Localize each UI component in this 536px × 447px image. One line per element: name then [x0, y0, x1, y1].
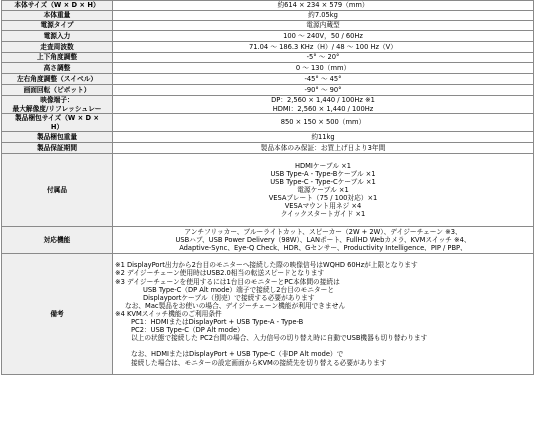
spec-label: [2, 74, 113, 85]
spec-value-line: -45° ～ 45°: [304, 74, 342, 83]
spec-value-line: 電源ケーブル ×1: [297, 185, 349, 194]
spec-value-line: 製品本体のみ保証：お買上げ日より3年間: [260, 143, 386, 152]
spec-value: [113, 63, 534, 74]
spec-value-line: クイックスタートガイド ×1: [280, 210, 366, 219]
spec-value-line: 850 × 150 × 500（mm）: [280, 118, 366, 127]
spec-value: [113, 143, 534, 154]
spec-label: [2, 114, 113, 132]
spec-row: [2, 85, 534, 96]
spec-label: [2, 96, 113, 114]
spec-value-line: HDMI：2,560 × 1,440 / 100Hz: [272, 104, 374, 113]
spec-value-line: -5° ～ 20°: [306, 53, 340, 62]
spec-value-line: 100 ～ 240V，50 / 60Hz: [283, 31, 363, 40]
spec-value: [113, 31, 534, 42]
spec-label-line: 本体サイズ（W × D × H）: [14, 1, 100, 10]
spec-value-line: -90° ～ 90°: [304, 85, 342, 94]
spec-label-line: 製品梱包重量: [36, 132, 78, 141]
spec-value: [113, 227, 534, 254]
notes-content: [113, 254, 534, 375]
spec-label-line: 電源入力: [43, 31, 71, 40]
spec-value: [113, 11, 534, 21]
spec-row: [2, 1, 534, 11]
spec-label: [2, 21, 113, 31]
spec-label: [2, 154, 113, 227]
spec-label: [2, 53, 113, 63]
spec-table: [1, 0, 534, 375]
spec-value-line: 0 ～ 130（mm）: [295, 63, 351, 72]
spec-value: [113, 1, 534, 11]
spec-row: [2, 53, 534, 63]
spec-value: [113, 114, 534, 132]
spec-label: [2, 31, 113, 42]
spec-value-line: 71.04 ～ 186.3 KHz（H）/ 48 ～ 100 Hz（V）: [249, 42, 397, 51]
spec-label: [2, 132, 113, 143]
spec-label: [2, 143, 113, 154]
spec-label: [2, 42, 113, 53]
spec-value: [113, 154, 534, 227]
spec-label: [2, 63, 113, 74]
spec-value: [113, 42, 534, 53]
spec-value-line: 約614 × 234 × 579（mm）: [277, 1, 369, 10]
spec-label-line: 最大解像度/リフレッシュレー: [12, 104, 102, 113]
spec-value: [113, 53, 534, 63]
spec-row: [2, 42, 534, 53]
note-line: なお、Mac製品をお使いの場合、デイジーチェーン機能が利用できません: [125, 301, 346, 310]
spec-row: [2, 31, 534, 42]
spec-row: [2, 11, 534, 21]
spec-value: [113, 74, 534, 85]
spec-label-line: 高さ調整: [43, 63, 71, 72]
spec-table-body: [2, 1, 534, 375]
spec-label-line: 製品保証期間: [36, 143, 78, 152]
spec-row: [2, 154, 534, 227]
note-line: ※1 DisplayPort出力から2台目のモニターへ接続した際の映像信号はWQHD 60Hzが上限となります: [115, 261, 418, 270]
note-line: USB Type-C（DP Alt mode）端子で接続し2台目のモニターと: [143, 285, 335, 294]
notes-label: 備考: [2, 254, 113, 375]
spec-row: [2, 21, 534, 31]
spec-value-line: DP：2,560 × 1,440 / 100Hz ※1: [271, 96, 375, 105]
spec-row: [2, 74, 534, 85]
note-line: ※2 デイジーチェーン使用時はUSB2.0相当の転送スピードとなります: [115, 269, 325, 278]
spec-value-line: VESAマウント用ネジ ×4: [284, 202, 362, 211]
spec-row: [2, 63, 534, 74]
spec-label: [2, 227, 113, 254]
spec-value: [113, 132, 534, 143]
spec-label: [2, 11, 113, 21]
spec-value-line: HDMIケーブル ×1: [294, 161, 352, 170]
spec-label-line: 上下角度調整: [36, 53, 78, 62]
spec-value: [113, 21, 534, 31]
spec-value-line: 約11kg: [311, 132, 335, 141]
note-line: なお、HDMIまたはDisplayPort + USB Type-C（非DP Alt mode）で: [131, 350, 344, 359]
spec-row: [2, 96, 534, 114]
notes-row: [2, 254, 534, 375]
spec-row: [2, 132, 534, 143]
spec-label-line: 対応機能: [43, 235, 71, 244]
note-line: ※3 デイジーチェーンを使用するには1台目のモニターとPC本体間の接続は: [115, 277, 340, 286]
spec-label-line: 映像端子：: [40, 96, 74, 105]
spec-label-line: 製品梱包サイズ（W × D ×: [14, 114, 100, 123]
spec-value-line: 電源内蔵型: [306, 21, 340, 30]
note-line: Displayportケーブル（別売）で接続する必要があります: [143, 293, 315, 302]
note-line: ※4 KVMスイッチ機能のご利用条件: [115, 309, 222, 318]
spec-value-line: 約7.05kg: [308, 11, 338, 20]
spec-label: [2, 1, 113, 11]
note-line: PC2：USB Type-C（DP Alt mode）: [131, 326, 244, 335]
spec-label-line: 左右角度調整（スイベル）: [16, 74, 98, 83]
spec-value-line: USB Type-A - Type-Bケーブル ×1: [270, 169, 376, 178]
spec-value-line: USB Type-C - Type-Cケーブル ×1: [270, 177, 376, 186]
spec-label: [2, 85, 113, 96]
spec-value-line: VESAプレート（75 / 100対応）×1: [268, 194, 378, 203]
note-line: 以上の状態で接続した PC2台間の場合、入力信号の切り替え時に自動でUSB機器も切り替わります: [131, 334, 428, 343]
spec-row: [2, 143, 534, 154]
spec-value: [113, 85, 534, 96]
spec-label-line: 走査周波数: [40, 42, 74, 51]
note-line: 接続した場合は、モニターの設定画面からKVMの接続先を切り替える必要があります: [131, 358, 387, 367]
spec-value-line: アンチフリッカー、ブルーライトカット、スピーカー（2W + 2W）、デイジーチェーン ※3、: [184, 227, 462, 236]
spec-value-line: Adaptive-Sync、Eye-Q Check、HDR、Gセンサー、Productivity Intelligence、PIP / PBP、: [179, 244, 467, 253]
note-line: PC1：HDMIまたはDisplayPort + USB Type-A - Type-B: [131, 318, 304, 327]
spec-value: [113, 96, 534, 114]
spec-label-line: 本体重量: [43, 11, 71, 20]
spec-label-line: H）: [50, 122, 64, 131]
spec-value-line: USBハブ、USB Power Delivery（98W）、LANポート、FullHD Webカメラ、KVMスイッチ ※4、: [175, 235, 471, 244]
spec-row: [2, 227, 534, 254]
spec-row: [2, 114, 534, 132]
spec-label-line: 付属品: [46, 185, 68, 194]
spec-label-line: 電源タイプ: [40, 21, 74, 30]
spec-label-line: 画面回転（ピボット）: [23, 85, 91, 94]
